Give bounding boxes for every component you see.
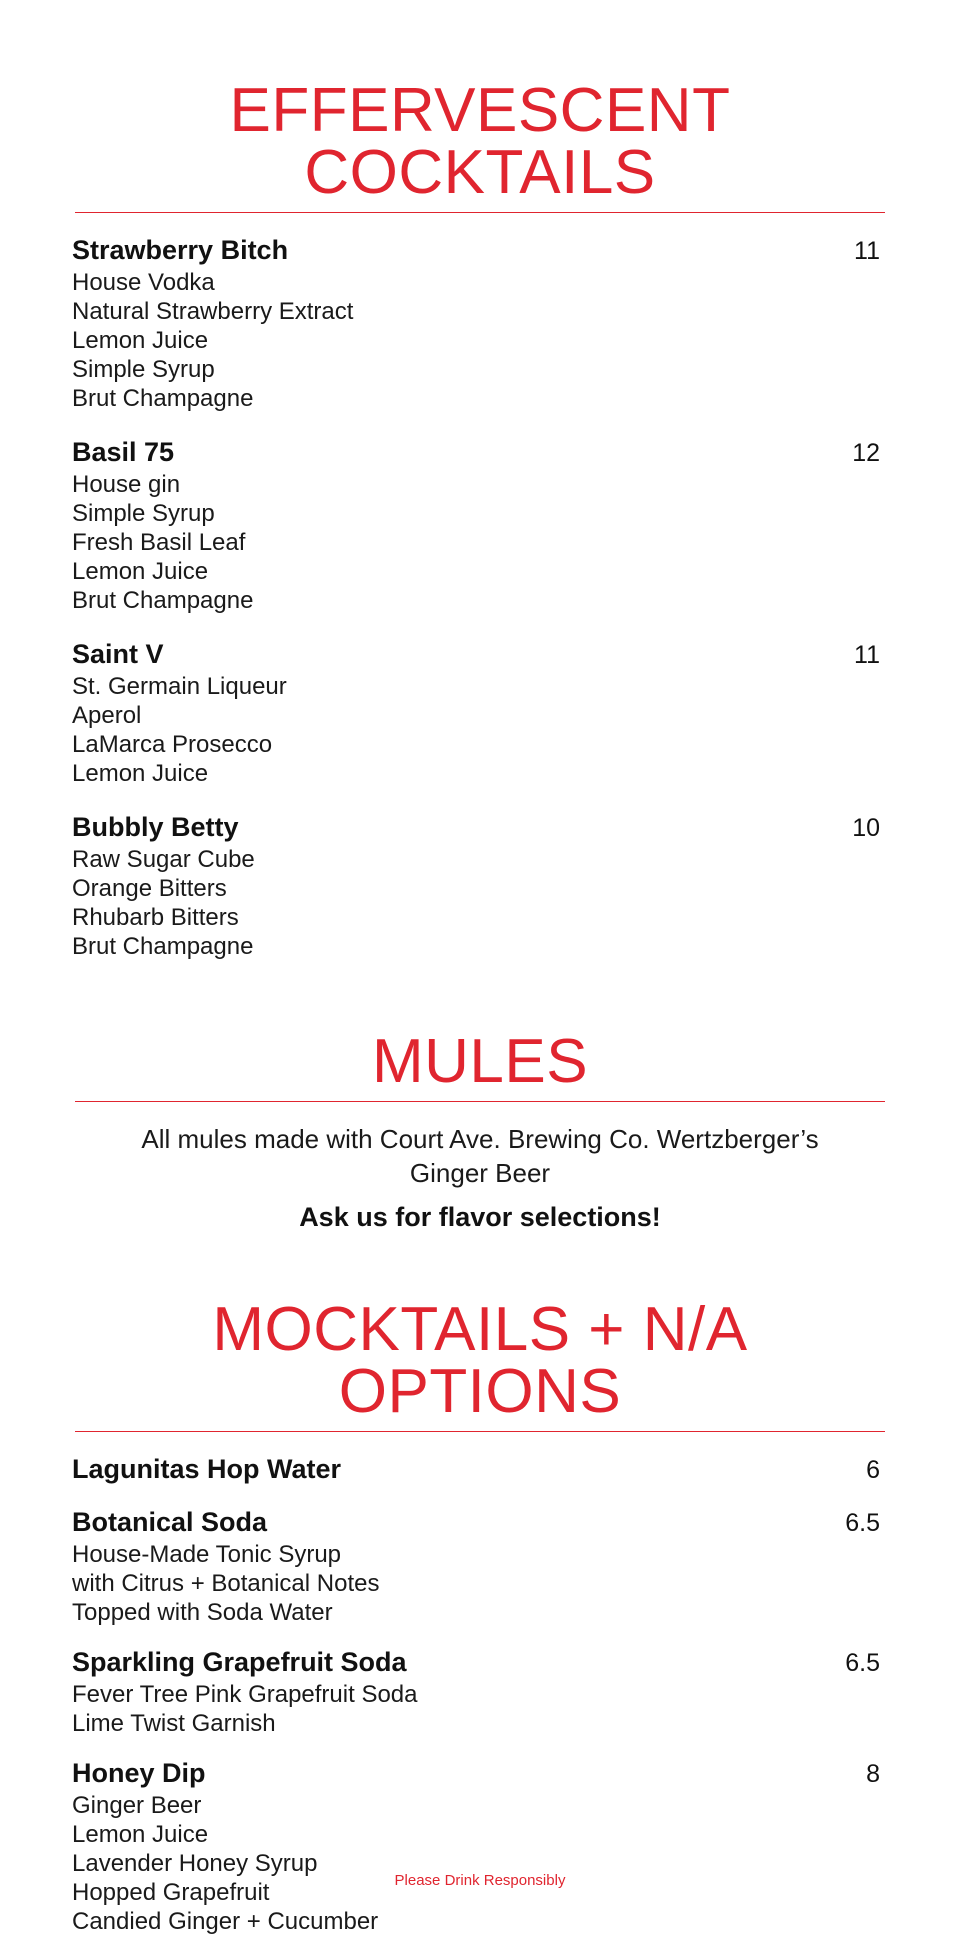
menu-item <box>72 1452 888 1487</box>
menu-item-name: Lagunitas Hop Water <box>72 1454 342 1484</box>
ingredient-list <box>72 1791 888 1936</box>
menu-item-name: Saint V <box>72 639 164 669</box>
ingredient: with Citrus + Botanical Notes <box>72 1570 380 1597</box>
ingredient: Lemon Juice <box>72 558 209 585</box>
mules-note: All mules made with Court Ave. Brewing Co. Wertzberger’s Ginger Beer <box>141 1124 819 1188</box>
footer-note: Please Drink Responsibly <box>394 1872 566 1889</box>
menu-item <box>72 637 888 788</box>
ingredient: St. Germain Liqueur <box>72 673 287 700</box>
ingredient: Simple Syrup <box>72 356 215 383</box>
ingredient: LaMarca Prosecco <box>72 731 273 758</box>
menu-item <box>72 1505 888 1627</box>
menu-item <box>72 435 888 615</box>
mocktail-list <box>72 1452 888 1936</box>
menu-item-header <box>72 233 888 268</box>
ingredient: Hopped Grapefruit <box>72 1879 270 1906</box>
menu-item <box>72 1756 888 1936</box>
menu-item-name: Basil 75 <box>72 437 175 467</box>
mules-title: MULES <box>371 1027 589 1096</box>
ingredient: Lime Twist Garnish <box>72 1710 276 1737</box>
mocktails-title: MOCKTAILS + N/A OPTIONS <box>212 1295 748 1426</box>
menu-item-price: 11 <box>854 641 880 669</box>
ingredient: Simple Syrup <box>72 500 215 527</box>
menu-item-name: Strawberry Bitch <box>72 235 289 265</box>
menu-item <box>72 1645 888 1738</box>
ingredient: Brut Champagne <box>72 587 254 614</box>
ingredient: House Vodka <box>72 269 215 296</box>
mocktails-divider <box>75 1431 885 1432</box>
menu-item-price: 8 <box>866 1760 880 1788</box>
ingredient-list <box>72 672 888 788</box>
ingredient: House gin <box>72 471 181 498</box>
ingredient: Raw Sugar Cube <box>72 846 255 873</box>
ingredient: Lavender Honey Syrup <box>72 1850 318 1877</box>
ingredient: Topped with Soda Water <box>72 1599 333 1626</box>
ingredient: Rhubarb Bitters <box>72 904 239 931</box>
ingredient: Brut Champagne <box>72 933 254 960</box>
ingredient-list <box>72 268 888 413</box>
menu-item-header <box>72 1645 888 1680</box>
menu-item-header <box>72 637 888 672</box>
ingredient: Fever Tree Pink Grapefruit Soda <box>72 1681 418 1708</box>
ingredient-list <box>72 470 888 615</box>
menu-item-name: Sparkling Grapefruit Soda <box>72 1647 407 1677</box>
menu-item-price: 6.5 <box>845 1509 880 1537</box>
ingredient: Candied Ginger + Cucumber <box>72 1908 379 1935</box>
ingredient: Brut Champagne <box>72 385 254 412</box>
menu-item-header <box>72 435 888 470</box>
ingredient: Lemon Juice <box>72 1821 209 1848</box>
menu-item-price: 11 <box>854 237 880 265</box>
menu-item <box>72 233 888 413</box>
ingredient: Orange Bitters <box>72 875 227 902</box>
mules-divider <box>75 1101 885 1102</box>
cocktails-divider <box>75 212 885 213</box>
menu-item-header <box>72 1452 888 1487</box>
ingredient: Aperol <box>72 702 142 729</box>
menu-item-price: 12 <box>852 439 880 467</box>
menu-item-name: Bubbly Betty <box>72 812 239 842</box>
menu-item-header <box>72 1505 888 1540</box>
ingredient: House-Made Tonic Syrup <box>72 1541 342 1568</box>
ingredient-list <box>72 1680 888 1738</box>
menu-item-name: Botanical Soda <box>72 1507 268 1537</box>
cocktail-list <box>72 233 888 961</box>
ingredient: Natural Strawberry Extract <box>72 298 354 325</box>
ingredient: Lemon Juice <box>72 760 209 787</box>
menu-item-price: 10 <box>852 814 880 842</box>
ingredient: Lemon Juice <box>72 327 209 354</box>
ingredient: Fresh Basil Leaf <box>72 529 246 556</box>
menu-item-name: Honey Dip <box>72 1758 206 1788</box>
menu-item-header <box>72 810 888 845</box>
cocktails-title: EFFERVESCENT COCKTAILS <box>229 76 731 207</box>
ingredient: Ginger Beer <box>72 1792 202 1819</box>
menu-item-header <box>72 1756 888 1791</box>
ingredient-list <box>72 1540 888 1627</box>
menu-item-price: 6 <box>866 1456 880 1484</box>
menu-item-price: 6.5 <box>845 1649 880 1677</box>
mules-cta: Ask us for flavor selections! <box>299 1202 661 1232</box>
ingredient-list <box>72 845 888 961</box>
menu-item <box>72 810 888 961</box>
